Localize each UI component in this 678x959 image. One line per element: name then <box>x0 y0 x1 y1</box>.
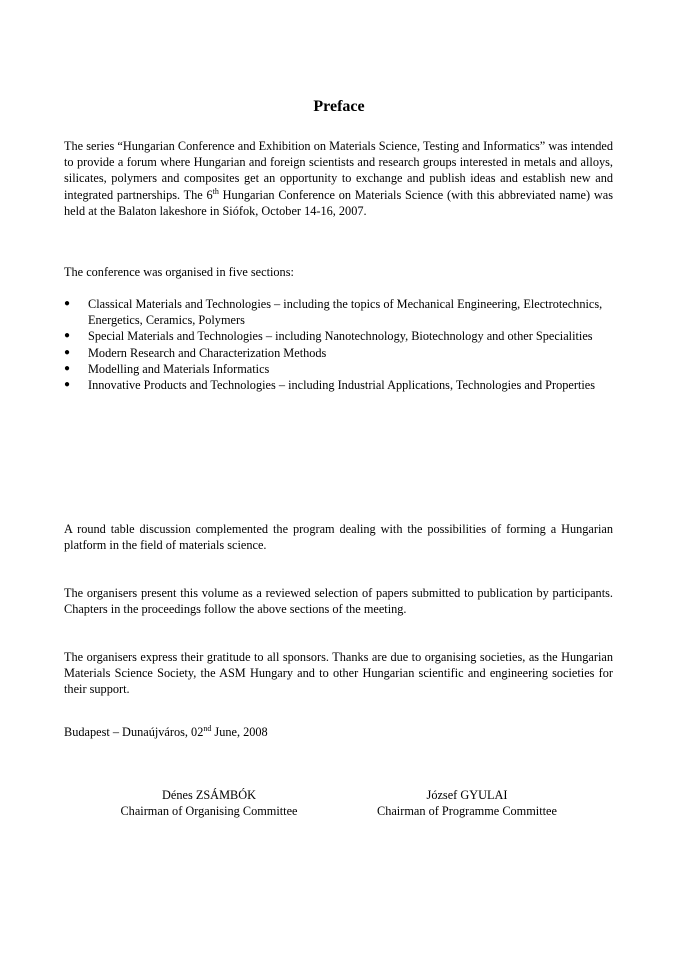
signatory-role: Chairman of Organising Committee <box>120 804 298 819</box>
section-label: Classical Materials and Technologies – including the topics of Mechanical Engineering, Electrotechnics, Energetics, Ceramics, Polymers <box>88 297 603 328</box>
section-label: Special Materials and Technologies – including Nanotechnology, Biotechnology and other Specialities <box>88 329 593 344</box>
bullet-icon: ● <box>64 379 71 391</box>
list-item <box>64 377 613 393</box>
signatory-role: Chairman of Programme Committee <box>377 804 557 819</box>
intro-superscript: th <box>212 186 219 196</box>
signatory-name: József GYULAI <box>426 788 508 802</box>
page-title: Preface <box>313 98 365 115</box>
intro-text-2: Hungarian Conference on Materials Science (with this abbreviated name) was held at the Balaton lakeshore in Siófok, October 14-16, 2007. <box>64 187 613 218</box>
bullet-icon: ● <box>64 362 71 374</box>
volume-paragraph: The organisers present this volume as a reviewed selection of papers submitted to publication by participants. Chapters in the proceedings follow the above sections of the meeting. <box>64 586 613 617</box>
signature-organising <box>79 787 339 819</box>
section-label: Modern Research and Characterization Methods <box>88 345 327 360</box>
list-item <box>64 345 613 361</box>
bullet-icon: ● <box>64 298 71 309</box>
section-label: Modelling and Materials Informatics <box>88 361 270 376</box>
round-table-paragraph: A round table discussion complemented the program dealing with the possibilities of forming a Hungarian platform in the field of materials science. <box>64 522 613 553</box>
place-date-text-2: June, 2008 <box>211 725 268 739</box>
sections-list <box>64 296 613 393</box>
list-item <box>64 296 613 328</box>
sections-intro: The conference was organised in five sections: <box>64 265 294 279</box>
place-date-text-1: Budapest – Dunaújváros, 02 <box>64 725 204 739</box>
list-item <box>64 328 613 344</box>
list-item <box>64 361 613 377</box>
gratitude-paragraph: The organisers express their gratitude to all sponsors. Thanks are due to organising societies, as the Hungarian Materials Science Society, the ASM Hungary and to other Hungarian scientific and engineering societies for their support. <box>64 650 613 697</box>
intro-paragraph <box>64 138 613 219</box>
bullet-icon: ● <box>64 330 71 342</box>
place-date <box>64 724 613 740</box>
signatory-name: Dénes ZSÁMBÓK <box>162 788 256 802</box>
section-label: Innovative Products and Technologies – including Industrial Applications, Technologies and Properties <box>88 378 596 393</box>
bullet-icon: ● <box>64 346 71 358</box>
signature-programme <box>337 787 597 819</box>
place-date-superscript: nd <box>203 723 212 733</box>
intro-text-1: The series “Hungarian Conference and Exhibition on Materials Science, Testing and Informatics” was intended to provide a forum where Hungarian and foreign scientists and research groups interested in metals and alloys, silicates, polymers and composites get an opportunity to exchange and publish ideas and establish new and integrated partnerships. The 6 <box>64 139 613 202</box>
